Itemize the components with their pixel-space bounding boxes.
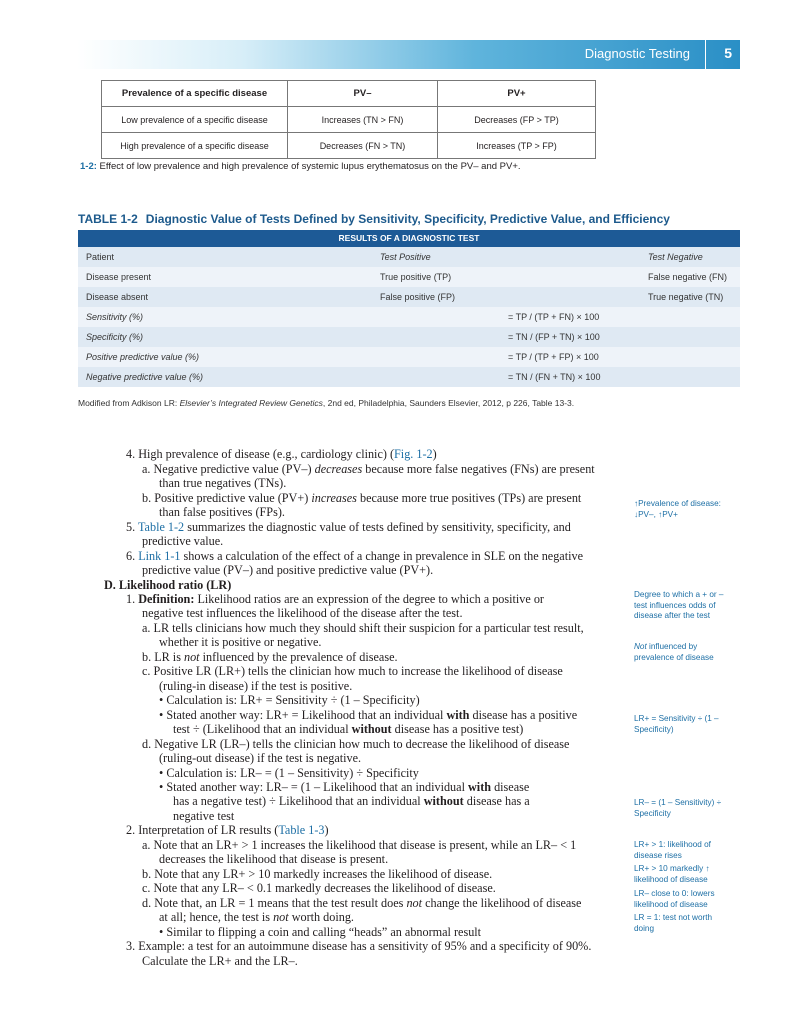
text: 4. High prevalence of disease (e.g., cardiology clinic) ( bbox=[126, 447, 395, 461]
list-item bbox=[126, 447, 437, 462]
source-book-title: Elsevier’s Integrated Review Genetics bbox=[179, 398, 323, 408]
text: change the likelihood of disease bbox=[422, 896, 582, 910]
figure-caption-text: Effect of low prevalence and high prevalence of systemic lupus erythematosus on the PV– and PV+. bbox=[99, 161, 521, 172]
bullet-item: • Calculation is: LR– = (1 – Sensitivity) ÷ Specificity bbox=[159, 766, 419, 780]
text-line: decreases the likelihood that disease is present. bbox=[159, 852, 389, 866]
table-number: TABLE 1-2 bbox=[78, 212, 138, 226]
table-row bbox=[78, 307, 740, 327]
header-divider bbox=[705, 40, 706, 69]
page-number: 5 bbox=[724, 45, 732, 61]
list-item: d. Negative LR (LR–) tells the clinician how much to decrease the likelihood of disease bbox=[142, 737, 570, 751]
text: b. Positive predictive value (PV+) bbox=[142, 491, 312, 505]
text: disease has a bbox=[463, 794, 530, 808]
margin-note: LR+ > 1: likelihood of disease rises bbox=[634, 840, 711, 860]
bold-term: without bbox=[351, 722, 392, 736]
list-item bbox=[126, 520, 571, 535]
list-item: 3. Example: a test for an autoimmune disease has a sensitivity of 95% and a specificity of 90%. bbox=[126, 939, 592, 953]
text: 1. bbox=[126, 592, 139, 606]
table-row bbox=[78, 287, 740, 307]
text-line: negative test influences the likelihood of the disease after the test. bbox=[142, 606, 463, 620]
table-header-row bbox=[102, 81, 596, 107]
table-header-cell: Prevalence of a specific disease bbox=[102, 81, 288, 107]
bullet-item bbox=[159, 780, 529, 795]
bold-term: with bbox=[468, 780, 492, 794]
text-line: negative test bbox=[173, 809, 235, 823]
table-row bbox=[102, 107, 596, 133]
margin-note: LR+ > 10 markedly ↑ likelihood of disease bbox=[634, 864, 710, 884]
text: • Stated another way: LR+ = Likelihood that an individual bbox=[159, 708, 447, 722]
table-title bbox=[78, 212, 670, 226]
prevalence-table bbox=[101, 80, 596, 159]
text-line bbox=[173, 722, 523, 737]
text-line: than false positives (FPs). bbox=[159, 505, 285, 519]
text: shows a calculation of the effect of a change in prevalence in SLE on the negative bbox=[180, 549, 583, 563]
table-header: RESULTS OF A DIAGNOSTIC TEST bbox=[78, 230, 740, 247]
text-line: (ruling-in disease) if the test is positive. bbox=[159, 679, 353, 693]
emphasis: decreases bbox=[314, 462, 363, 476]
section-heading: D. Likelihood ratio (LR) bbox=[104, 578, 232, 592]
source-text: Modified from Adkison LR: bbox=[78, 398, 180, 408]
table-cell: True positive (TP) bbox=[380, 272, 452, 282]
table-cell: Increases (TN > FN) bbox=[288, 107, 438, 133]
table-cell: False positive (FP) bbox=[380, 292, 456, 302]
table-row bbox=[102, 133, 596, 159]
text: at all; hence, the test is bbox=[159, 910, 274, 924]
text: a. Negative predictive value (PV–) bbox=[142, 462, 315, 476]
table-cell: = TN / (FP + TN) × 100 bbox=[508, 332, 600, 342]
list-item: b. Note that any LR+ > 10 markedly increases the likelihood of disease. bbox=[142, 867, 493, 881]
link-1-1[interactable]: Link 1-1 bbox=[138, 549, 181, 563]
figure-caption bbox=[80, 161, 521, 172]
text: because more true positives (TPs) are present bbox=[356, 491, 582, 505]
text: 2. Interpretation of LR results ( bbox=[126, 823, 279, 837]
table-header-cell: PV– bbox=[288, 81, 438, 107]
emphasis: not bbox=[273, 910, 289, 924]
text: test ÷ (Likelihood that an individual bbox=[173, 722, 352, 736]
text: b. LR is bbox=[142, 650, 184, 664]
table-cell: Specificity (%) bbox=[86, 332, 144, 342]
list-item bbox=[142, 491, 581, 506]
table-cell: = TP / (TP + FP) × 100 bbox=[508, 352, 599, 362]
margin-note bbox=[634, 642, 734, 663]
emphasis: not bbox=[183, 650, 200, 664]
bold-term: with bbox=[446, 708, 470, 722]
note-text: ↓PV–, ↑PV+ bbox=[634, 509, 678, 519]
bullet-item bbox=[159, 708, 577, 723]
text: 6. bbox=[126, 549, 139, 563]
table-cell: False negative (FN) bbox=[648, 272, 728, 282]
note-text: influenced by prevalence of disease bbox=[634, 642, 714, 662]
list-item bbox=[142, 896, 581, 911]
table-cell: = TN / (FN + TN) × 100 bbox=[508, 372, 601, 382]
table-cell: Test Positive bbox=[380, 252, 431, 262]
table-cell: Disease absent bbox=[86, 292, 149, 302]
table-source-note bbox=[78, 398, 574, 408]
table-row bbox=[78, 247, 740, 267]
margin-note: Degree to which a + or – test influences odds of disease after the test bbox=[634, 590, 724, 620]
text: 5. bbox=[126, 520, 138, 534]
bullet-item: • Similar to flipping a coin and calling “heads” an abnormal result bbox=[159, 925, 482, 939]
table-row bbox=[78, 367, 740, 387]
table-row bbox=[78, 347, 740, 367]
bullet-item: • Calculation is: LR+ = Sensitivity ÷ (1 – Specificity) bbox=[159, 693, 420, 707]
table-cell: Test Negative bbox=[648, 252, 703, 262]
text: influenced by the prevalence of disease. bbox=[199, 650, 398, 664]
list-item bbox=[126, 823, 329, 838]
text-line: (ruling-out disease) if the test is negative. bbox=[159, 751, 362, 765]
list-item bbox=[126, 592, 544, 607]
list-item bbox=[142, 462, 595, 477]
table-header-cell: PV+ bbox=[438, 81, 596, 107]
margin-note: LR = 1: test not worth doing bbox=[634, 913, 713, 933]
emphasis: not bbox=[406, 896, 423, 910]
text: Likelihood ratios are an expression of the degree to which a positive or bbox=[194, 592, 544, 606]
chapter-title: Diagnostic Testing bbox=[584, 46, 690, 61]
table-row bbox=[78, 267, 740, 287]
text-line bbox=[159, 910, 354, 925]
table-cell: Positive predictive value (%) bbox=[86, 352, 200, 362]
text: d. Note that, an LR = 1 means that the test result does bbox=[142, 896, 407, 910]
table-cell: Negative predictive value (%) bbox=[86, 372, 204, 382]
table-cell: True negative (TN) bbox=[648, 292, 724, 302]
table-cell: = TP / (TP + FN) × 100 bbox=[508, 312, 600, 322]
table-link[interactable]: Table 1-3 bbox=[278, 823, 325, 837]
text-line: whether it is positive or negative. bbox=[159, 635, 322, 649]
table-cell: Sensitivity (%) bbox=[86, 312, 144, 322]
text: disease bbox=[491, 780, 530, 794]
text: ) bbox=[432, 447, 437, 461]
text-line: than true negatives (TNs). bbox=[159, 476, 287, 490]
text: disease has a positive bbox=[469, 708, 578, 722]
text: has a negative test) ÷ Likelihood that an individual bbox=[173, 794, 424, 808]
list-item: a. LR tells clinicians how much they should shift their suspicion for a particular test result, bbox=[142, 621, 584, 635]
table-cell: Disease present bbox=[86, 272, 152, 282]
text: disease has a positive test) bbox=[391, 722, 524, 736]
text-line bbox=[173, 794, 530, 809]
emphasis: Not bbox=[634, 642, 647, 651]
text: summarizes the diagnostic value of tests defined by sensitivity, specificity, and bbox=[184, 520, 571, 534]
table-cell: Decreases (FN > TN) bbox=[288, 133, 438, 159]
text: ) bbox=[324, 823, 329, 837]
source-text: , 2nd ed, Philadelphia, Saunders Elsevier, 2012, p 226, Table 13-3. bbox=[322, 398, 575, 408]
text: worth doing. bbox=[288, 910, 354, 924]
table-cell: Low prevalence of a specific disease bbox=[102, 107, 288, 133]
table-row bbox=[78, 327, 740, 347]
bold-term: Definition: bbox=[138, 592, 195, 606]
table-cell: Patient bbox=[86, 252, 115, 262]
text-line: Calculate the LR+ and the LR–. bbox=[142, 954, 298, 968]
table-cell: Decreases (FP > TP) bbox=[438, 107, 596, 133]
list-item: c. Positive LR (LR+) tells the clinician how much to increase the likelihood of disease bbox=[142, 664, 563, 678]
margin-note: LR– close to 0: lowers likelihood of disease bbox=[634, 889, 715, 909]
table-cell: High prevalence of a specific disease bbox=[102, 133, 288, 159]
diagnostic-value-table bbox=[78, 230, 740, 387]
table-link[interactable]: Table 1-2 bbox=[137, 520, 185, 534]
text: because more false negatives (FNs) are present bbox=[362, 462, 595, 476]
list-item bbox=[142, 650, 398, 665]
emphasis: increases bbox=[311, 491, 357, 505]
table-cell: Increases (TP > FP) bbox=[438, 133, 596, 159]
bold-term: without bbox=[423, 794, 464, 808]
running-header bbox=[77, 40, 740, 69]
list-item: a. Note that an LR+ > 1 increases the likelihood that disease is present, while an LR– < 1 bbox=[142, 838, 577, 852]
figure-link[interactable]: Fig. 1-2 bbox=[394, 447, 433, 461]
text-line: predictive value. bbox=[142, 534, 224, 548]
list-item bbox=[126, 549, 583, 564]
margin-note: LR+ = Sensitivity ÷ (1 – Specificity) bbox=[634, 714, 719, 734]
list-item: c. Note that any LR– < 0.1 markedly decreases the likelihood of disease. bbox=[142, 881, 496, 895]
text: • Stated another way: LR– = (1 – Likelihood that an individual bbox=[159, 780, 468, 794]
note-text: ↑Prevalence of disease: bbox=[634, 499, 721, 508]
text-line: predictive value (PV–) and positive predictive value (PV+). bbox=[142, 563, 434, 577]
table-title-text: Diagnostic Value of Tests Defined by Sensitivity, Specificity, Predictive Value, and Efficiency bbox=[145, 212, 670, 226]
figure-label: 1-2: bbox=[80, 161, 97, 172]
margin-note: LR– = (1 – Sensitivity) ÷ Specificity bbox=[634, 798, 722, 818]
margin-note bbox=[634, 499, 734, 520]
